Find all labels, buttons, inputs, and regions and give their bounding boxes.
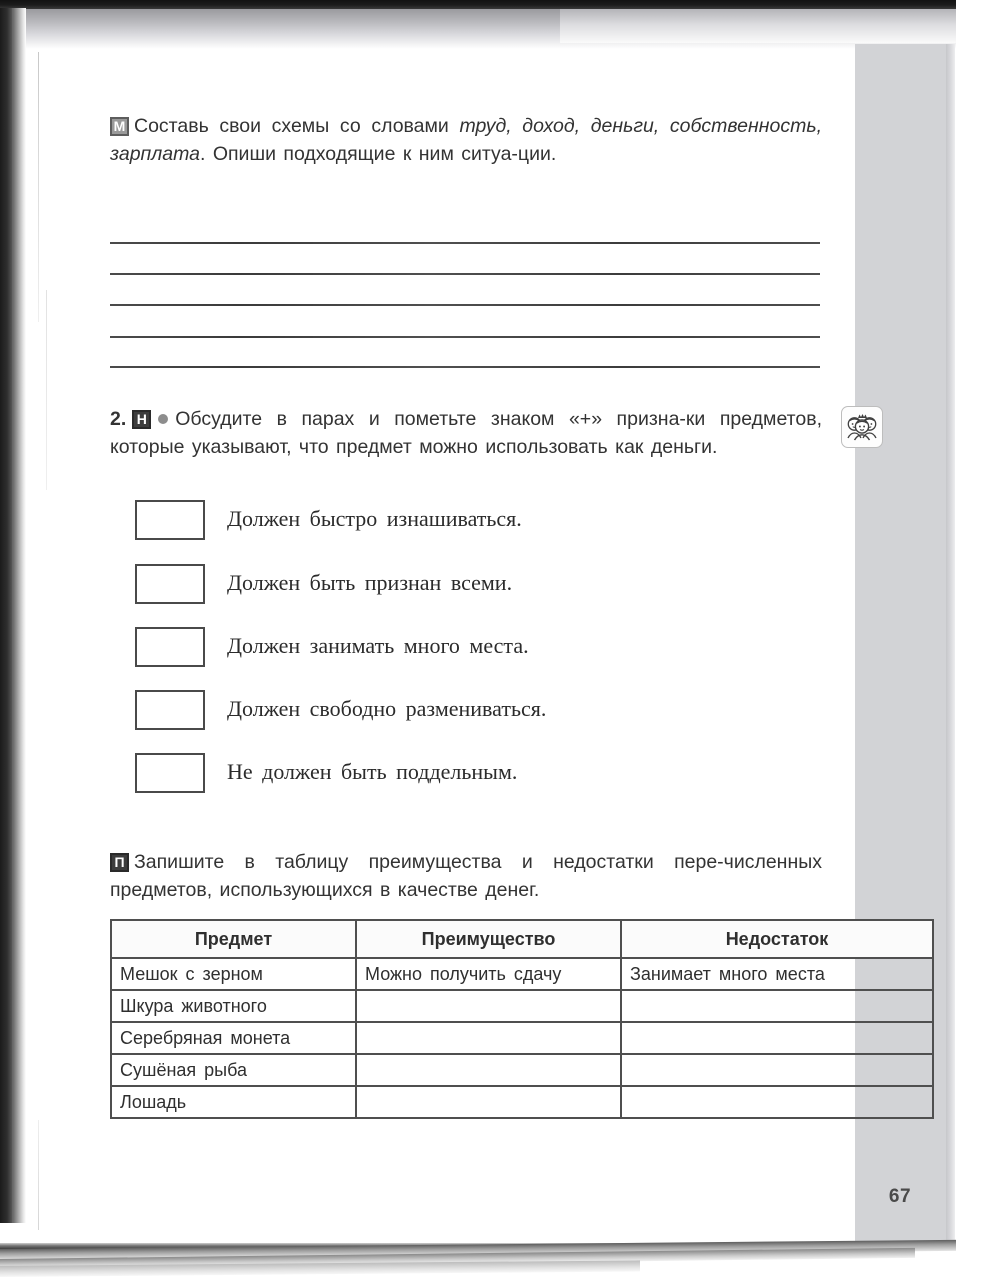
table-cell-item[interactable]: Серебряная монета xyxy=(111,1022,356,1054)
table-cell-item[interactable]: Лошадь xyxy=(111,1086,356,1118)
table-cell-advantage[interactable] xyxy=(356,1054,621,1086)
checkbox[interactable] xyxy=(135,564,205,604)
page-margin-rule-lower xyxy=(38,1120,39,1230)
check-label: Должен быстро изнашиваться. xyxy=(227,506,522,531)
table-header-cell: Предмет xyxy=(111,920,356,958)
checkbox[interactable] xyxy=(135,753,205,793)
page-number: 67 xyxy=(888,1186,912,1207)
writing-line[interactable] xyxy=(110,366,820,368)
exercise-p-text: Запишите в таблицу преимущества и недостатки пере-численных предметов, использующихся в качестве денег. xyxy=(110,851,822,901)
scan-top-edge xyxy=(0,0,1000,9)
scan-right-margin xyxy=(956,0,1000,1277)
table-cell-advantage[interactable] xyxy=(356,990,621,1022)
check-label: Должен свободно размениваться. xyxy=(227,696,547,721)
table-row xyxy=(111,1022,933,1054)
table-header-row xyxy=(111,920,933,958)
book-binding-gutter xyxy=(0,8,12,1223)
page-margin-rule-mid xyxy=(46,290,47,490)
writing-line[interactable] xyxy=(110,304,820,306)
table-row xyxy=(111,990,933,1022)
exercise-2-text: Обсудите в парах и пометьте знаком «+» призна-ки предметов, которые указывают, что предмет можно использовать как деньги. xyxy=(110,408,822,458)
check-label: Должен занимать много места. xyxy=(227,633,529,658)
page-margin-rule xyxy=(38,52,39,322)
table-row xyxy=(111,1086,933,1118)
table-header-cell: Преимущество xyxy=(356,920,621,958)
check-label: Должен быть признан всеми. xyxy=(227,570,513,595)
table-cell-item[interactable]: Мешок с зерном xyxy=(111,958,356,990)
table-cell-disadvantage[interactable] xyxy=(621,1022,933,1054)
table-cell-item[interactable]: Сушёная рыба xyxy=(111,1054,356,1086)
writing-line[interactable] xyxy=(110,242,820,244)
page-thumb-band-edge xyxy=(946,44,955,1248)
checkbox[interactable] xyxy=(135,690,205,730)
table-cell-advantage[interactable] xyxy=(356,1022,621,1054)
table-row xyxy=(111,958,933,990)
table-cell-disadvantage[interactable]: Занимает много места xyxy=(621,958,933,990)
badge-p-icon: П xyxy=(110,853,129,872)
table-cell-disadvantage[interactable] xyxy=(621,1054,933,1086)
writing-line[interactable] xyxy=(110,273,820,275)
exercise-2-instruction xyxy=(110,405,822,461)
table-row xyxy=(111,1054,933,1086)
table-cell-disadvantage[interactable] xyxy=(621,990,933,1022)
writing-line[interactable] xyxy=(110,336,820,338)
badge-m-icon: М xyxy=(110,117,129,136)
three-children-icon xyxy=(841,406,883,448)
table-cell-advantage[interactable] xyxy=(356,1086,621,1118)
table-cell-item[interactable]: Шкура животного xyxy=(111,990,356,1022)
exercise-m-italic-words: труд, доход, деньги, собственность, зарплата xyxy=(110,115,822,165)
exercise-m-instruction xyxy=(110,112,822,168)
table-header-cell: Недостаток xyxy=(621,920,933,958)
advantages-disadvantages-table xyxy=(110,919,934,1119)
exercise-m-text-part1: Составь свои схемы со словами xyxy=(134,115,460,137)
checkbox[interactable] xyxy=(135,500,205,540)
check-label: Не должен быть поддельным. xyxy=(227,759,518,784)
exercise-2-number: 2. xyxy=(110,408,127,430)
scan-top-shadow-right xyxy=(560,9,1000,43)
table-cell-disadvantage[interactable] xyxy=(621,1086,933,1118)
exercise-p-instruction xyxy=(110,848,822,904)
exercise-m-text-part2: . Опиши подходящие к ним ситуа-ции. xyxy=(199,143,557,165)
dot-bullet-icon xyxy=(158,414,168,424)
table-cell-advantage[interactable]: Можно получить сдачу xyxy=(356,958,621,990)
checkbox[interactable] xyxy=(135,627,205,667)
badge-n-icon: Н xyxy=(132,410,151,429)
